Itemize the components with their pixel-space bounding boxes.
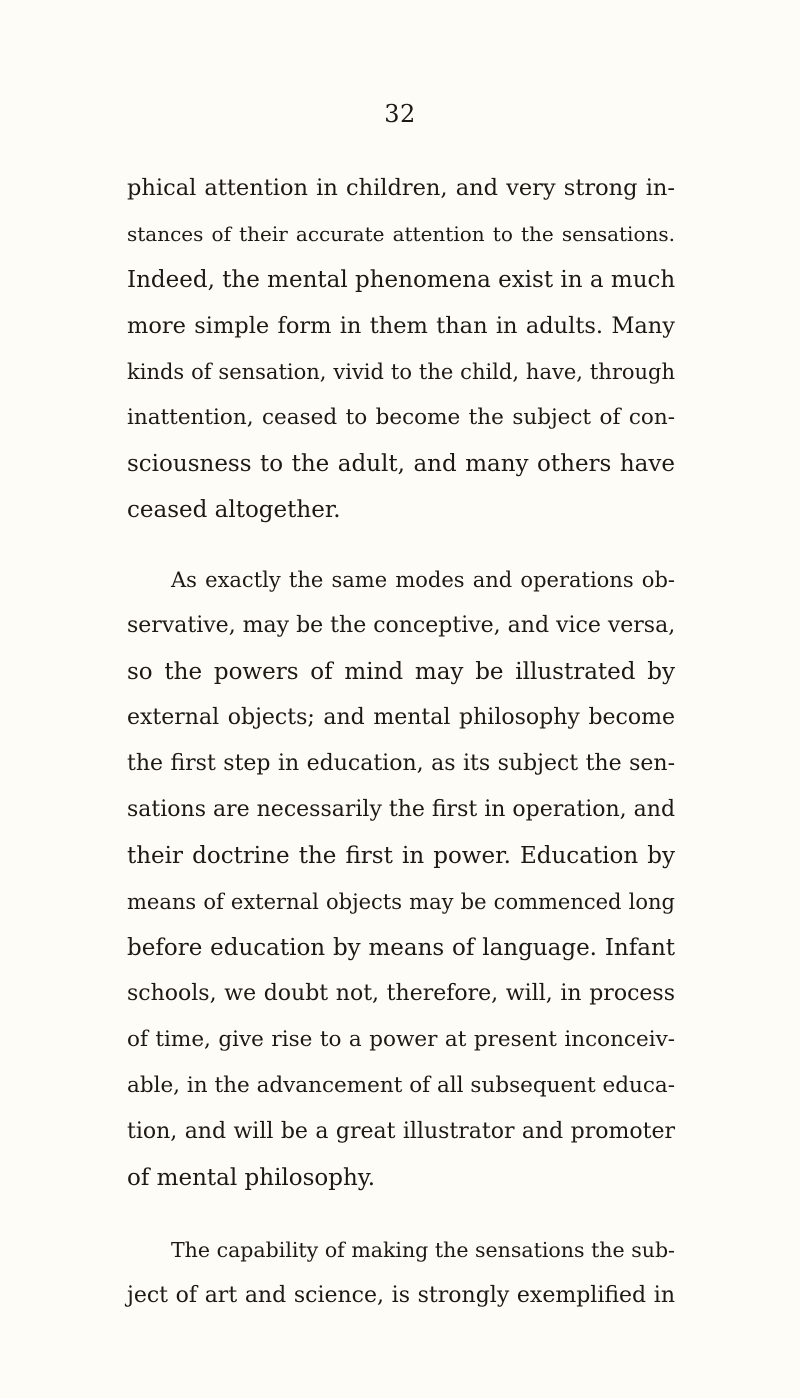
text-line: As exactly the same modes and operations ob-: [171, 568, 675, 592]
text-line: inattention, ceased to become the subject of con-: [127, 405, 675, 430]
text-line: sciousness to the adult, and many others have: [127, 451, 675, 477]
text-line: Indeed, the mental phenomena exist in a much: [127, 267, 676, 293]
text-line: more simple form in them than in adults. Many: [127, 313, 675, 339]
text-line: ject of art and science, is strongly exemplified in: [127, 1283, 675, 1308]
page-number: 32: [384, 100, 416, 128]
text-line: The capability of making the sensations the sub-: [171, 1238, 675, 1262]
text-line: tion, and will be a great illustrator and promoter: [127, 1119, 675, 1144]
text-line: phical attention in children, and very strong in-: [127, 175, 675, 201]
text-line: kinds of sensation, vivid to the child, have, through: [127, 360, 675, 384]
text-line: of time, give rise to a power at present inconceiv-: [127, 1027, 675, 1052]
text-line: their doctrine the first in power. Education by: [127, 843, 675, 869]
text-line: external objects; and mental philosophy become: [127, 705, 675, 730]
text-line: sations are necessarily the first in operation, and: [127, 797, 676, 822]
text-line: the first step in education, as its subject the sen-: [127, 751, 675, 776]
text-line: of mental philosophy.: [127, 1165, 376, 1191]
text-line: schools, we doubt not, therefore, will, in process: [127, 981, 675, 1006]
text-line: ceased altogether.: [127, 497, 341, 523]
text-line: so the powers of mind may be illustrated by: [127, 659, 675, 685]
text-line: servative, may be the conceptive, and vice versa,: [127, 613, 676, 638]
text-line: able, in the advancement of all subsequent educa-: [127, 1073, 675, 1098]
text-line: before education by means of language. Infant: [127, 935, 675, 961]
text-line: stances of their accurate attention to the sensations.: [127, 222, 675, 246]
text-line: means of external objects may be commenced long: [127, 890, 675, 914]
